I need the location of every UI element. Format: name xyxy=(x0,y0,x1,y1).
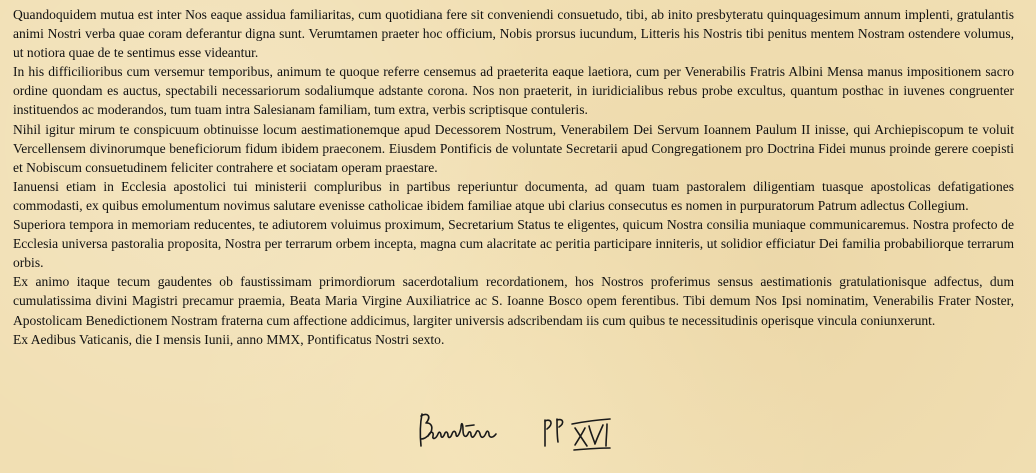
paragraph-1: Quandoquidem mutua est inter Nos eaque assidua familiaritas, cum quotidiana fere sit conveniendi consuetudo, tibi, ab inito presbyteratu quinquagesimum annum implenti, gratulantis animi Nostri verba quae coram deferantur digna sunt. Verumtamen praeter hoc officium, Nobis prorsus iucundum, Litteris his Nostris tibi penitus mentem Nostram ostendere volumus, ut notiora quae de te sentimus esse videantur. xyxy=(13,7,1014,61)
paragraph-5: Superiora tempora in memoriam reducentes, te adiutorem voluimus proximum, Secretarium Status te eligentes, quicum Nostra consilia muniaque communicaremus. Nostra profecto de Ecclesia universa pastoralia proposita, Nostra per terrarum orbem incepta, magna cum alacritate ac peritia participare inniteris, ut solidior efficiatur Dei familia probabiliorque terrarum orbis. xyxy=(13,217,1014,271)
paragraph-6: Ex animo itaque tecum gaudentes ob faustissimam primordiorum sacerdotalium recordationem, hos Nostros proferimus sensus aestimationis gratulationisque adfectus, dum cumulatissima divini Magistri precamur praemia, Beata Maria Virgine Auxiliatrice ac S. Ioanne Bosco opem ferentibus. Tibi demum Nos Ipsi nominatim, Venerabilis Frater Noster, Apostolicam Benedictionem Nostram fraterna cum affectione addicimus, largiter universis adscribendam iis cum quibus te necessitudinis operisque vincula coniunxerunt. xyxy=(13,274,1014,328)
letter-body xyxy=(13,5,1014,349)
paragraph-3: Nihil igitur mirum te conspicuum obtinuisse locum aestimationemque apud Decessorem Nostrum, Venerabilem Dei Servum Ioannem Paulum II inisse, qui Archiepiscopum te voluit Vercellensem divinorumque beneficiorum fidum ibidem praeconem. Eiusdem Pontificis de voluntate Secretarii apud Congregationem pro Doctrina Fidei munus proinde gerere coepisti et Nobiscum consuetudinem feliciter contrahere et sociatam operam praestare. xyxy=(13,121,1014,175)
handwritten-signature xyxy=(414,408,614,468)
paragraph-2: In his difficilioribus cum versemur temporibus, animum te quoque referre censemus ad praeterita eaque laetiora, cum per Venerabilis Fratris Albini Mensa manus impositionem sacro ordine quondam es auctus, spectabili necessariorum sodaliumque adstante corona. Nos non praeterit, in iuridicialibus rebus probe excultus, quantum posthac in iuvenes congruenter instituendos ac moderandos, tum tuam intra Salesianam familiam, tum extra, verbis scriptisque contuleris. xyxy=(13,64,1014,118)
date-line: Ex Aedibus Vaticanis, die I mensis Iunii, anno MMX, Pontificatus Nostri sexto. xyxy=(13,331,445,347)
paragraph-4: Ianuensi etiam in Ecclesia apostolici tui ministerii compluribus in partibus reperiuntur documenta, ad quam tuam pastoralem diligentiam tuasque apostolicas defatigationes commodasti, ex quibus emolumentum novimus salutare evenisse catholicae ibidem familiae atque ubi clarius consecutus es nomen in purpuratorum Patrum adlectus Collegium. xyxy=(13,178,1014,213)
